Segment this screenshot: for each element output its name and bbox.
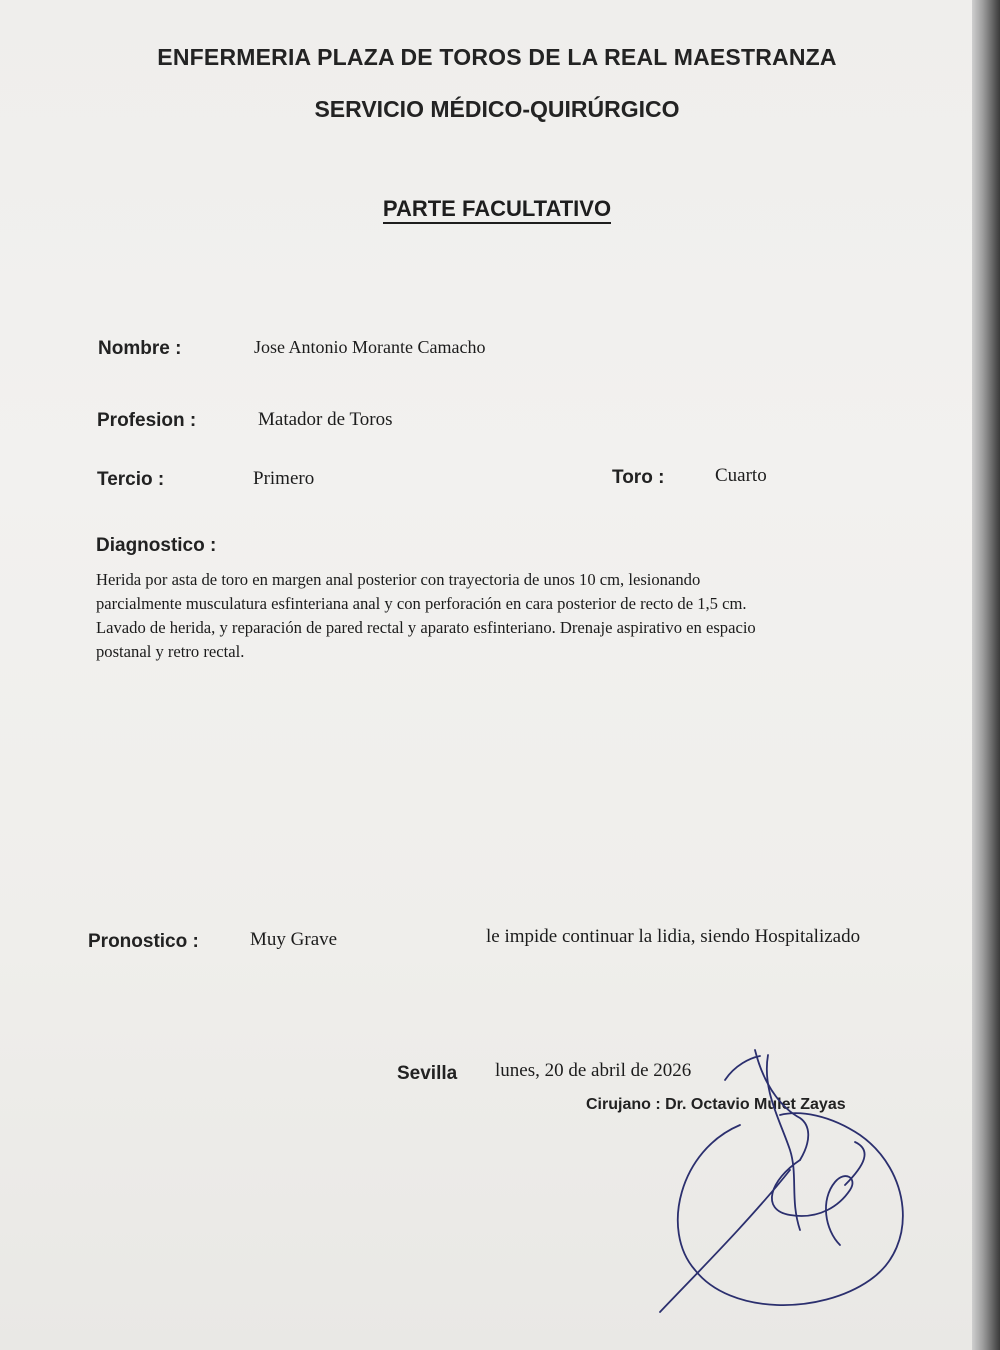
diagnostico-line: postanal y retro rectal.: [96, 642, 245, 661]
nombre-label: Nombre :: [98, 338, 182, 359]
profesion-value: Matador de Toros: [258, 409, 393, 430]
signature-lead-stroke: [725, 1056, 760, 1080]
signature-loop-stroke: [678, 1113, 903, 1305]
profesion-label: Profesion :: [97, 410, 197, 431]
service-heading: SERVICIO MÉDICO-QUIRÚRGICO: [314, 96, 680, 122]
diagnostico-line: Herida por asta de toro en margen anal posterior con trayectoria de unos 10 cm, lesionando: [96, 570, 701, 589]
surgeon-signature: [640, 1030, 940, 1330]
city-label: Sevilla: [397, 1063, 458, 1084]
diagnostico-text: [96, 568, 896, 664]
signature-hook-stroke: [845, 1142, 865, 1185]
institution-heading: ENFERMERIA PLAZA DE TOROS DE LA REAL MAESTRANZA: [157, 44, 837, 70]
signature-mid-stroke: [772, 1160, 853, 1245]
toro-value: Cuarto: [715, 465, 767, 486]
tercio-label: Tercio :: [97, 469, 165, 490]
report-date: lunes, 20 de abril de 2026: [495, 1060, 692, 1081]
tercio-value: Primero: [253, 468, 315, 489]
signature-inner-stroke: [767, 1055, 800, 1230]
diagnostico-line: Lavado de herida, y reparación de pared rectal y aparato esfinteriano. Drenaje aspirativo en espacio: [96, 618, 756, 637]
pronostico-value: Muy Grave: [250, 929, 338, 950]
pronostico-label: Pronostico :: [88, 931, 199, 952]
diagnostico-label: Diagnostico :: [96, 535, 217, 556]
pronostico-note: le impide continuar la lidia, siendo Hospitalizado: [486, 926, 861, 947]
nombre-value: Jose Antonio Morante Camacho: [254, 337, 486, 357]
surgeon-name: Cirujano : Dr. Octavio Mulet Zayas: [586, 1096, 846, 1113]
document-title: [0, 196, 972, 222]
toro-label: Toro :: [612, 467, 665, 488]
signature-upper-stroke: [755, 1050, 808, 1160]
page-edge-shadow: [972, 0, 1000, 1350]
diagnostico-line: parcialmente musculatura esfinteriana anal y con perforación en cara posterior de recto de 1,5 cm.: [96, 594, 747, 613]
document-title-text: PARTE FACULTATIVO: [383, 196, 611, 224]
